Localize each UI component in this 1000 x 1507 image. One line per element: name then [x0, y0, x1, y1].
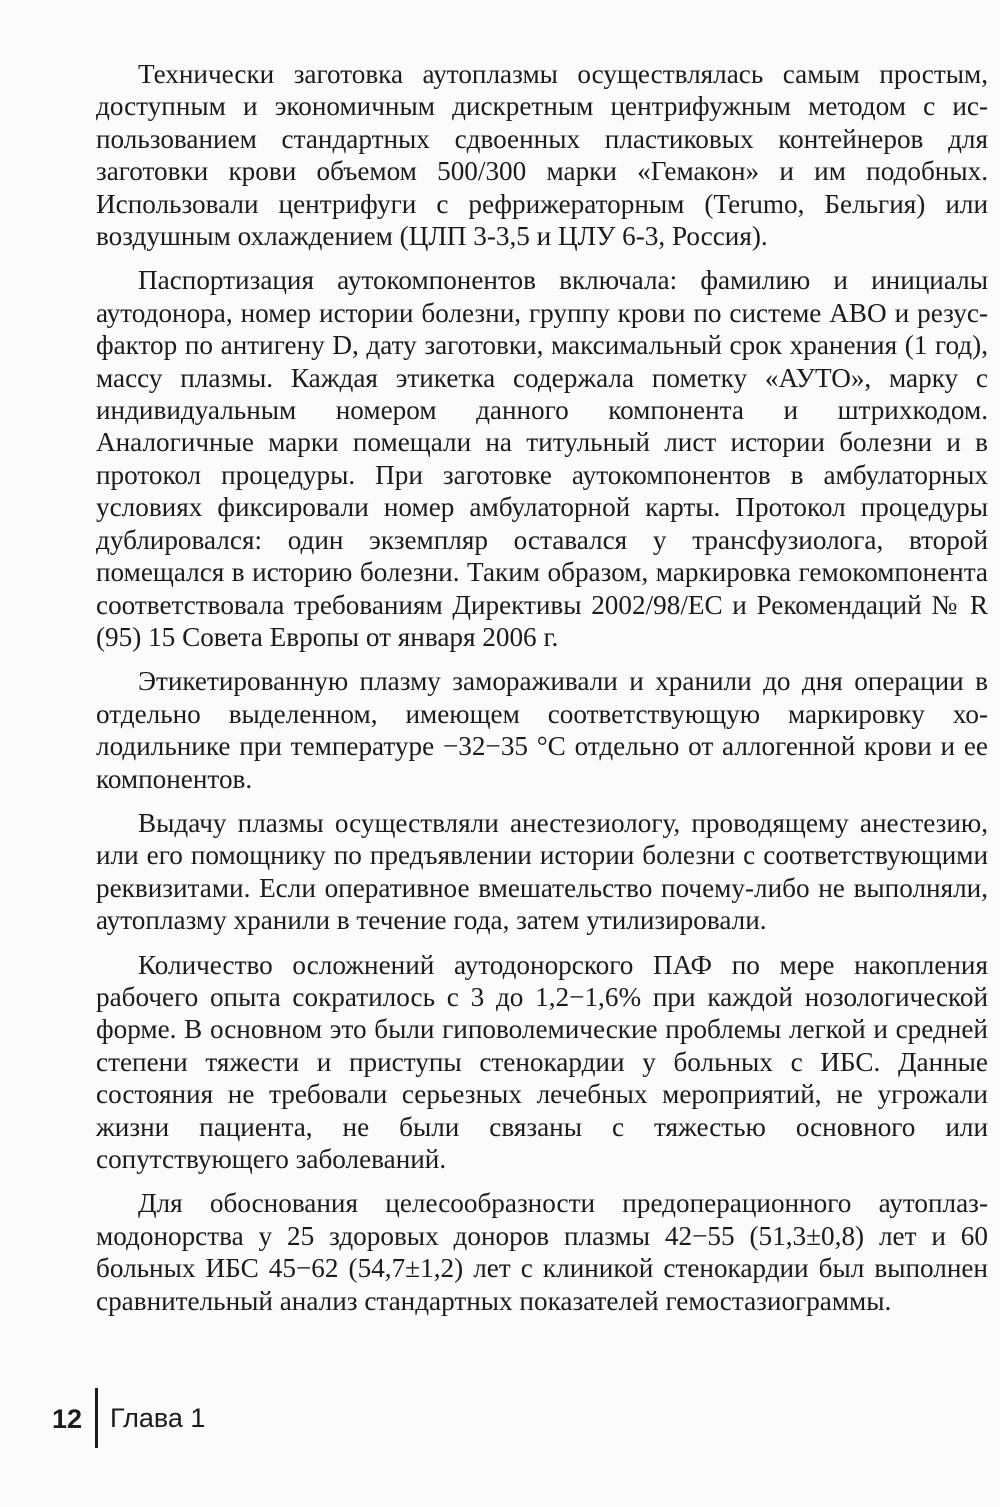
footer-divider — [95, 1388, 98, 1448]
paragraph-issue: Выдачу плазмы осуществляли анестезиологу, проводящему анестезию, или его помощнику по предъявлении истории болезни с соответствующими реквизитами. Если оперативное вмешательство почему-либо не выполняли, аутоплазму хранили в течение года, затем утилизировали. — [96, 807, 988, 936]
chapter-label: Глава 1 — [110, 1403, 206, 1433]
paragraph-analysis: Для обоснования целесообразности предоперационного аутоплазмодонорства у 25 здоровых доноров плазмы 42−55 (51,3±0,8) лет и 60 больных ИБС 45−62 (54,7±1,2) лет с клиникой стенокардии был выполнен сравнительный анализ стандартных показателей гемостазиограммы. — [96, 1188, 988, 1316]
page-number: 12 — [52, 1404, 83, 1434]
paragraph-complications: Количество осложнений аутодонорского ПАФ по мере накопления рабочего опыта сократилось с 3 до 1,2−1,6% при каждой нозологической форме. В основном это были гиповолемические проблемы легкой и средней степени тяжести и приступы стенокардии у больных с ИБС. Данные состояния не требовали серьезных лечебных мероприятий, не угрожали жизни пациента, не были связаны с тяжестью основного или сопутствующего заболеваний. — [96, 949, 988, 1174]
page-footer — [0, 1388, 1000, 1448]
paragraph-storage: Этикетированную плазму замораживали и хранили до дня операции в отдельно выделенном, имеющем соответствующую маркировку холодильнике при температуре −32−35 °С отдельно от аллогенной крови и ее компонентов. — [96, 666, 988, 794]
paragraph-preparation: Технически заготовка аутоплазмы осуществлялась самым простым, доступным и экономичным дискретным центрифужным методом с использованием стандартных сдвоенных пластиковых контейнеров для заготовки крови объемом 500/300 марки «Гемакон» и им подобных. Использовали центрифуги с рефрижераторным (Terumo, Бельгия) или воздушным охлаждением (ЦЛП 3-3,5 и ЦЛУ 6-3, Россия). — [96, 59, 988, 252]
body-text — [96, 58, 988, 1329]
paragraph-labeling: Паспортизация аутокомпонентов включала: фамилию и инициалы аутодонора, номер истории болезни, группу крови по системе АВО и резус-фактор по антигену D, дату заготовки, максимальный срок хранения (1 год), массу плазмы. Каждая этикетка содержала пометку «АУТО», марку с индивидуальным номером данного компонента и штрихкодом. Аналогичные марки помещали на титульный лист истории болезни и в протокол процедуры. При заготовке аутокомпонентов в амбулаторных условиях фиксировали номер амбулаторной карты. Протокол процедуры дублировался: один экземпляр оставался у трансфузиолога, второй помещался в историю болезни. Таким образом, маркировка гемокомпонента соответствовала требованиям Директивы 2002/98/ЕС и Рекомендаций № R (95) 15 Совета Европы от января 2006 г. — [96, 265, 988, 652]
